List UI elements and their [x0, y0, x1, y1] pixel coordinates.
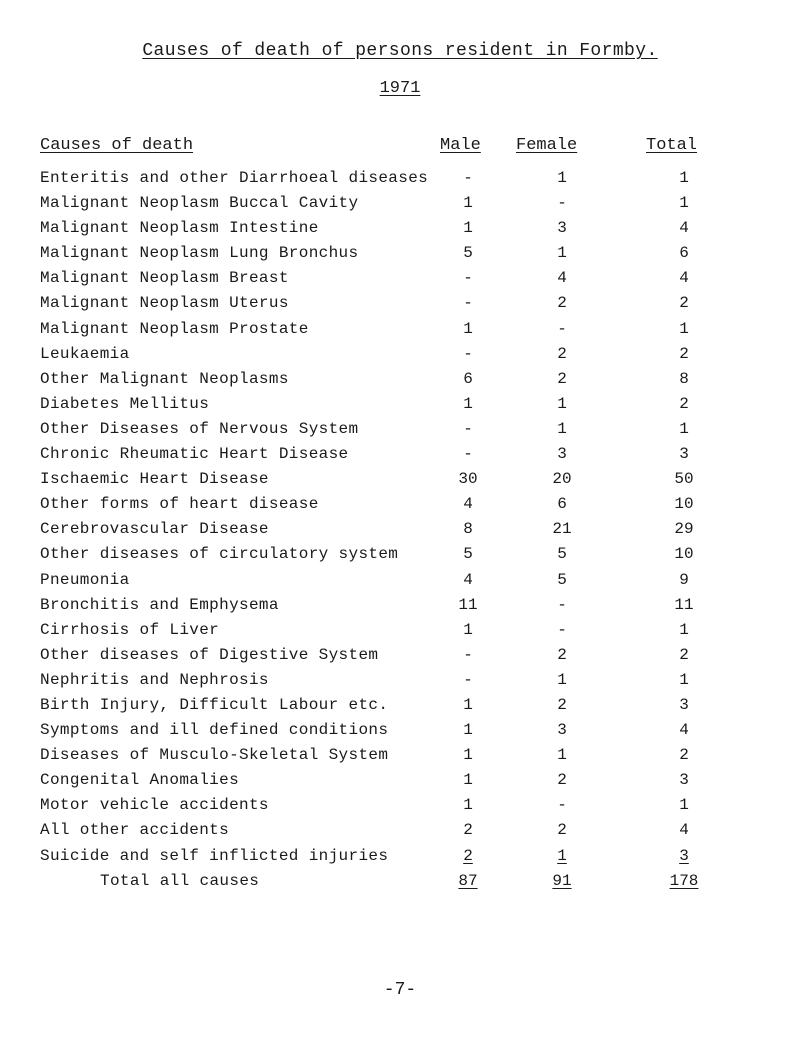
- cause-cell: Other diseases of circulatory system: [40, 545, 399, 564]
- total-cell: 1: [679, 796, 689, 815]
- male-cell: 30: [458, 470, 478, 489]
- table-row: [0, 320, 800, 345]
- cause-cell: Diabetes Mellitus: [40, 394, 210, 413]
- male-cell: 1: [463, 620, 473, 639]
- total-cell: 1: [679, 169, 689, 187]
- female-cell: 20: [552, 470, 572, 489]
- male-cell: -: [463, 169, 473, 187]
- cause-cell: Malignant Neoplasm Breast: [40, 269, 289, 288]
- male-cell: -: [463, 670, 473, 689]
- cause-cell: Congenital Anomalies: [40, 771, 240, 790]
- male-total: 87: [458, 871, 478, 890]
- total-cell: 10: [674, 545, 694, 564]
- female-cell: 3: [557, 219, 567, 238]
- table-row: [0, 169, 800, 194]
- total-cell: 29: [674, 520, 694, 539]
- table-row: [0, 545, 800, 570]
- cause-cell: Pneumonia: [40, 570, 130, 589]
- female-cell: 3: [557, 721, 567, 740]
- female-cell: 5: [557, 545, 567, 564]
- report-year: 1971: [379, 79, 421, 98]
- table-row: [0, 646, 800, 671]
- table-row: [0, 470, 800, 495]
- male-cell: -: [463, 294, 473, 313]
- table-row: [0, 269, 800, 294]
- male-cell: 5: [463, 545, 473, 564]
- total-cell: 4: [679, 269, 689, 288]
- female-cell: 3: [557, 445, 567, 464]
- male-cell: 1: [463, 319, 473, 338]
- female-total: 91: [552, 871, 572, 890]
- total-cell: 2: [679, 645, 689, 664]
- cause-cell: Cerebrovascular Disease: [40, 520, 269, 539]
- cause-cell: Leukaemia: [40, 344, 130, 363]
- male-cell: 5: [463, 244, 473, 263]
- cause-cell: Symptoms and ill defined conditions: [40, 721, 389, 740]
- male-cell: 2: [463, 846, 473, 865]
- male-cell: 1: [463, 394, 473, 413]
- cause-cell: Malignant Neoplasm Buccal Cavity: [40, 194, 359, 213]
- total-cell: 3: [679, 695, 689, 714]
- table-row: [0, 847, 800, 872]
- total-cell: 3: [679, 445, 689, 464]
- female-cell: -: [557, 319, 567, 338]
- header-female: Female: [516, 136, 578, 155]
- table-row: [0, 445, 800, 470]
- male-cell: 1: [463, 771, 473, 790]
- female-cell: 2: [557, 695, 567, 714]
- total-cell: 1: [679, 670, 689, 689]
- cause-cell: Suicide and self inflicted injuries: [40, 846, 389, 865]
- total-cell: 1: [679, 419, 689, 438]
- page-number: -7-: [383, 980, 417, 1000]
- total-cell: 8: [679, 369, 689, 388]
- male-cell: 2: [463, 821, 473, 840]
- table-row: [0, 571, 800, 596]
- cause-cell: Malignant Neoplasm Lung Bronchus: [40, 244, 359, 263]
- table-row: [0, 194, 800, 219]
- male-cell: -: [463, 269, 473, 288]
- total-cell: 2: [679, 394, 689, 413]
- female-cell: 1: [557, 394, 567, 413]
- female-cell: 2: [557, 344, 567, 363]
- female-cell: 1: [557, 746, 567, 765]
- table-row: [0, 370, 800, 395]
- total-cell: 4: [679, 821, 689, 840]
- cause-cell: Other Diseases of Nervous System: [40, 419, 359, 438]
- female-cell: 5: [557, 570, 567, 589]
- female-cell: 1: [557, 244, 567, 263]
- header-cause: Causes of death: [40, 136, 194, 155]
- male-cell: 6: [463, 369, 473, 388]
- table-row: [0, 771, 800, 796]
- total-label: Total all causes: [100, 871, 260, 890]
- cause-cell: Other forms of heart disease: [40, 495, 319, 514]
- male-cell: -: [463, 419, 473, 438]
- header-total: Total: [646, 136, 698, 155]
- table-row: [0, 520, 800, 545]
- table-row: [0, 420, 800, 445]
- cause-cell: Diseases of Musculo-Skeletal System: [40, 746, 389, 765]
- cause-cell: Ischaemic Heart Disease: [40, 470, 269, 489]
- table-row: [0, 671, 800, 696]
- male-cell: 11: [458, 595, 478, 614]
- male-cell: 4: [463, 570, 473, 589]
- female-cell: 2: [557, 821, 567, 840]
- cause-cell: Nephritis and Nephrosis: [40, 670, 269, 689]
- total-cell: 4: [679, 219, 689, 238]
- total-cell: 2: [679, 746, 689, 765]
- table-row: [0, 796, 800, 821]
- female-cell: 2: [557, 294, 567, 313]
- total-cell: 4: [679, 721, 689, 740]
- male-cell: -: [463, 344, 473, 363]
- total-cell: 1: [679, 319, 689, 338]
- total-cell: 2: [679, 344, 689, 363]
- cause-cell: Chronic Rheumatic Heart Disease: [40, 445, 349, 464]
- page-title: Causes of death of persons resident in Formby.: [142, 41, 658, 61]
- cause-cell: Birth Injury, Difficult Labour etc.: [40, 695, 389, 714]
- male-cell: -: [463, 645, 473, 664]
- total-cell: 2: [679, 294, 689, 313]
- total-cell: 9: [679, 570, 689, 589]
- male-cell: 1: [463, 721, 473, 740]
- total-cell: 6: [679, 244, 689, 263]
- total-cell: 10: [674, 495, 694, 514]
- male-cell: 8: [463, 520, 473, 539]
- table-row: [0, 821, 800, 846]
- table-row: [0, 395, 800, 420]
- cause-cell: Other diseases of Digestive System: [40, 645, 379, 664]
- cause-cell: Motor vehicle accidents: [40, 796, 269, 815]
- male-cell: 1: [463, 219, 473, 238]
- female-cell: 1: [557, 846, 567, 865]
- female-cell: 1: [557, 169, 567, 187]
- total-row: [0, 872, 800, 897]
- table-row: [0, 294, 800, 319]
- cause-cell: Bronchitis and Emphysema: [40, 595, 279, 614]
- total-cell: 3: [679, 771, 689, 790]
- table-row: [0, 621, 800, 646]
- total-cell: 1: [679, 620, 689, 639]
- table-row: [0, 495, 800, 520]
- table-row: [0, 244, 800, 269]
- male-cell: 1: [463, 796, 473, 815]
- female-cell: -: [557, 796, 567, 815]
- cause-cell: Enteritis and other Diarrhoeal diseases: [40, 169, 429, 187]
- header-male: Male: [440, 136, 481, 155]
- table-row: [0, 696, 800, 721]
- female-cell: 6: [557, 495, 567, 514]
- female-cell: 2: [557, 645, 567, 664]
- male-cell: 1: [463, 695, 473, 714]
- female-cell: 1: [557, 419, 567, 438]
- female-cell: -: [557, 620, 567, 639]
- female-cell: -: [557, 194, 567, 213]
- cause-cell: All other accidents: [40, 821, 230, 840]
- cause-cell: Malignant Neoplasm Intestine: [40, 219, 319, 238]
- female-cell: 2: [557, 369, 567, 388]
- causes-table: [0, 169, 800, 897]
- male-cell: 4: [463, 495, 473, 514]
- male-cell: 1: [463, 194, 473, 213]
- female-cell: -: [557, 595, 567, 614]
- total-cell: 50: [674, 470, 694, 489]
- male-cell: 1: [463, 746, 473, 765]
- grand-total: 178: [669, 871, 699, 890]
- total-cell: 3: [679, 846, 689, 865]
- cause-cell: Cirrhosis of Liver: [40, 620, 220, 639]
- male-cell: -: [463, 445, 473, 464]
- female-cell: 2: [557, 771, 567, 790]
- table-row: [0, 721, 800, 746]
- cause-cell: Malignant Neoplasm Prostate: [40, 319, 309, 338]
- female-cell: 4: [557, 269, 567, 288]
- cause-cell: Other Malignant Neoplasms: [40, 369, 289, 388]
- table-row: [0, 345, 800, 370]
- table-row: [0, 596, 800, 621]
- total-cell: 11: [674, 595, 694, 614]
- table-row: [0, 219, 800, 244]
- cause-cell: Malignant Neoplasm Uterus: [40, 294, 289, 313]
- total-cell: 1: [679, 194, 689, 213]
- female-cell: 1: [557, 670, 567, 689]
- female-cell: 21: [552, 520, 572, 539]
- table-row: [0, 746, 800, 771]
